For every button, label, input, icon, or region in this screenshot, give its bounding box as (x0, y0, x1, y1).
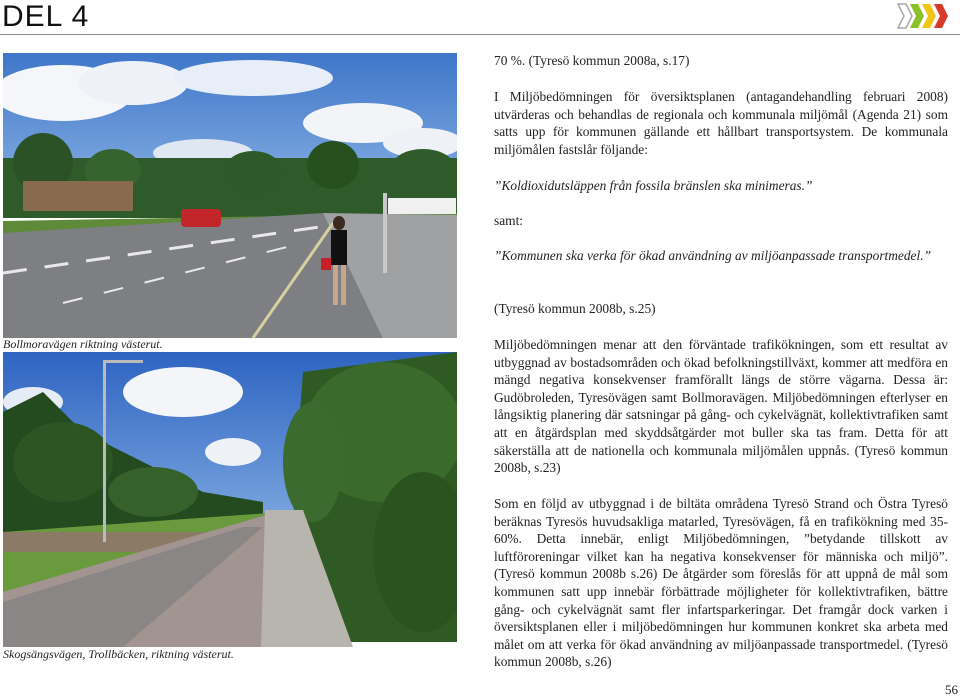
photo-caption: Bollmoravägen riktning västerut. (3, 337, 163, 351)
text-paragraph: samt: (494, 213, 524, 228)
text-paragraph: Som en följd av utbyggnad i de biltäta områdena Tyresö Strand och Östra Tyresö beräknas Tyresös huvudsakliga matarled, Tyresövägen, få en trafikökning med 35-60%. Detta innebär, enligt Miljöbedömningen, ”betydande tillskott av luftföroreningar vilket kan ha negativa konsekvenser för människa och miljö”. (Tyresö kommun 2008b s.26) De åtgärder som föreslås för att uppnå de mål som kommunen satt upp innebär förbättrade möjligheter för kollektivtrafiken, bättre gång- och cykelvägnät samt fler infartsparkeringar. Det framgår dock varken i översiktsplanen eller i miljöbedömningen hur kommunen konkret ska arbeta med målet om att verka för ökad användning av miljöanpassade transportmedel. (Tyresö kommun 2008b, s.26) (494, 496, 948, 670)
quote: ”Kommunen ska verka för ökad användning av miljöanpassade transportmedel.” (494, 248, 932, 263)
photo-bollmoravagen (3, 53, 457, 338)
text-paragraph: I Miljöbedömningen för översiktsplanen (antagandehandling februari 2008) utvärderas och behandlas de regionala och kommunala miljömål (Agenda 21) som satts upp för kommunen gällande ett hållbart transportsystem. De kommunala miljömålen fastslår följande: (494, 89, 948, 157)
header-divider (0, 34, 960, 35)
photo-caption: Skogsängsvägen, Trollbäcken, riktning västerut. (3, 647, 234, 661)
section-title: DEL 4 (2, 0, 90, 33)
text-paragraph: Miljöbedömningen menar att den förväntade trafikökningen, som ett resultat av utbyggnad av bostadsområden och ökad befolkningstillväxt, kommer att medföra en mängd negativa konsekvenser framförallt längs de större vägarna. Dessa är: Gudöbroleden, Tyresövägen samt Bollmoravägen. Miljöbedömningen efterlyser en långsiktig planering där satsningar på gång- och cykelvägnät, kollektivtrafiken samt att en åtgärdsplan med skyddsåtgärder mot buller ska tas fram. Detta för att säkerställa att de nationella och kommunala miljömålen uppnås. (Tyresö kommun 2008b, s.23) (494, 337, 948, 476)
reference: (Tyresö kommun 2008b, s.25) (494, 301, 656, 316)
photo-skogsangsvagen (3, 352, 457, 647)
quote: ”Koldioxidutsläppen från fossila bränslen ska minimeras.” (494, 178, 813, 193)
page-number: 56 (945, 682, 958, 697)
text-paragraph: 70 %. (Tyresö kommun 2008a, s.17) (494, 53, 690, 68)
chevron-logo-icon (896, 2, 948, 30)
